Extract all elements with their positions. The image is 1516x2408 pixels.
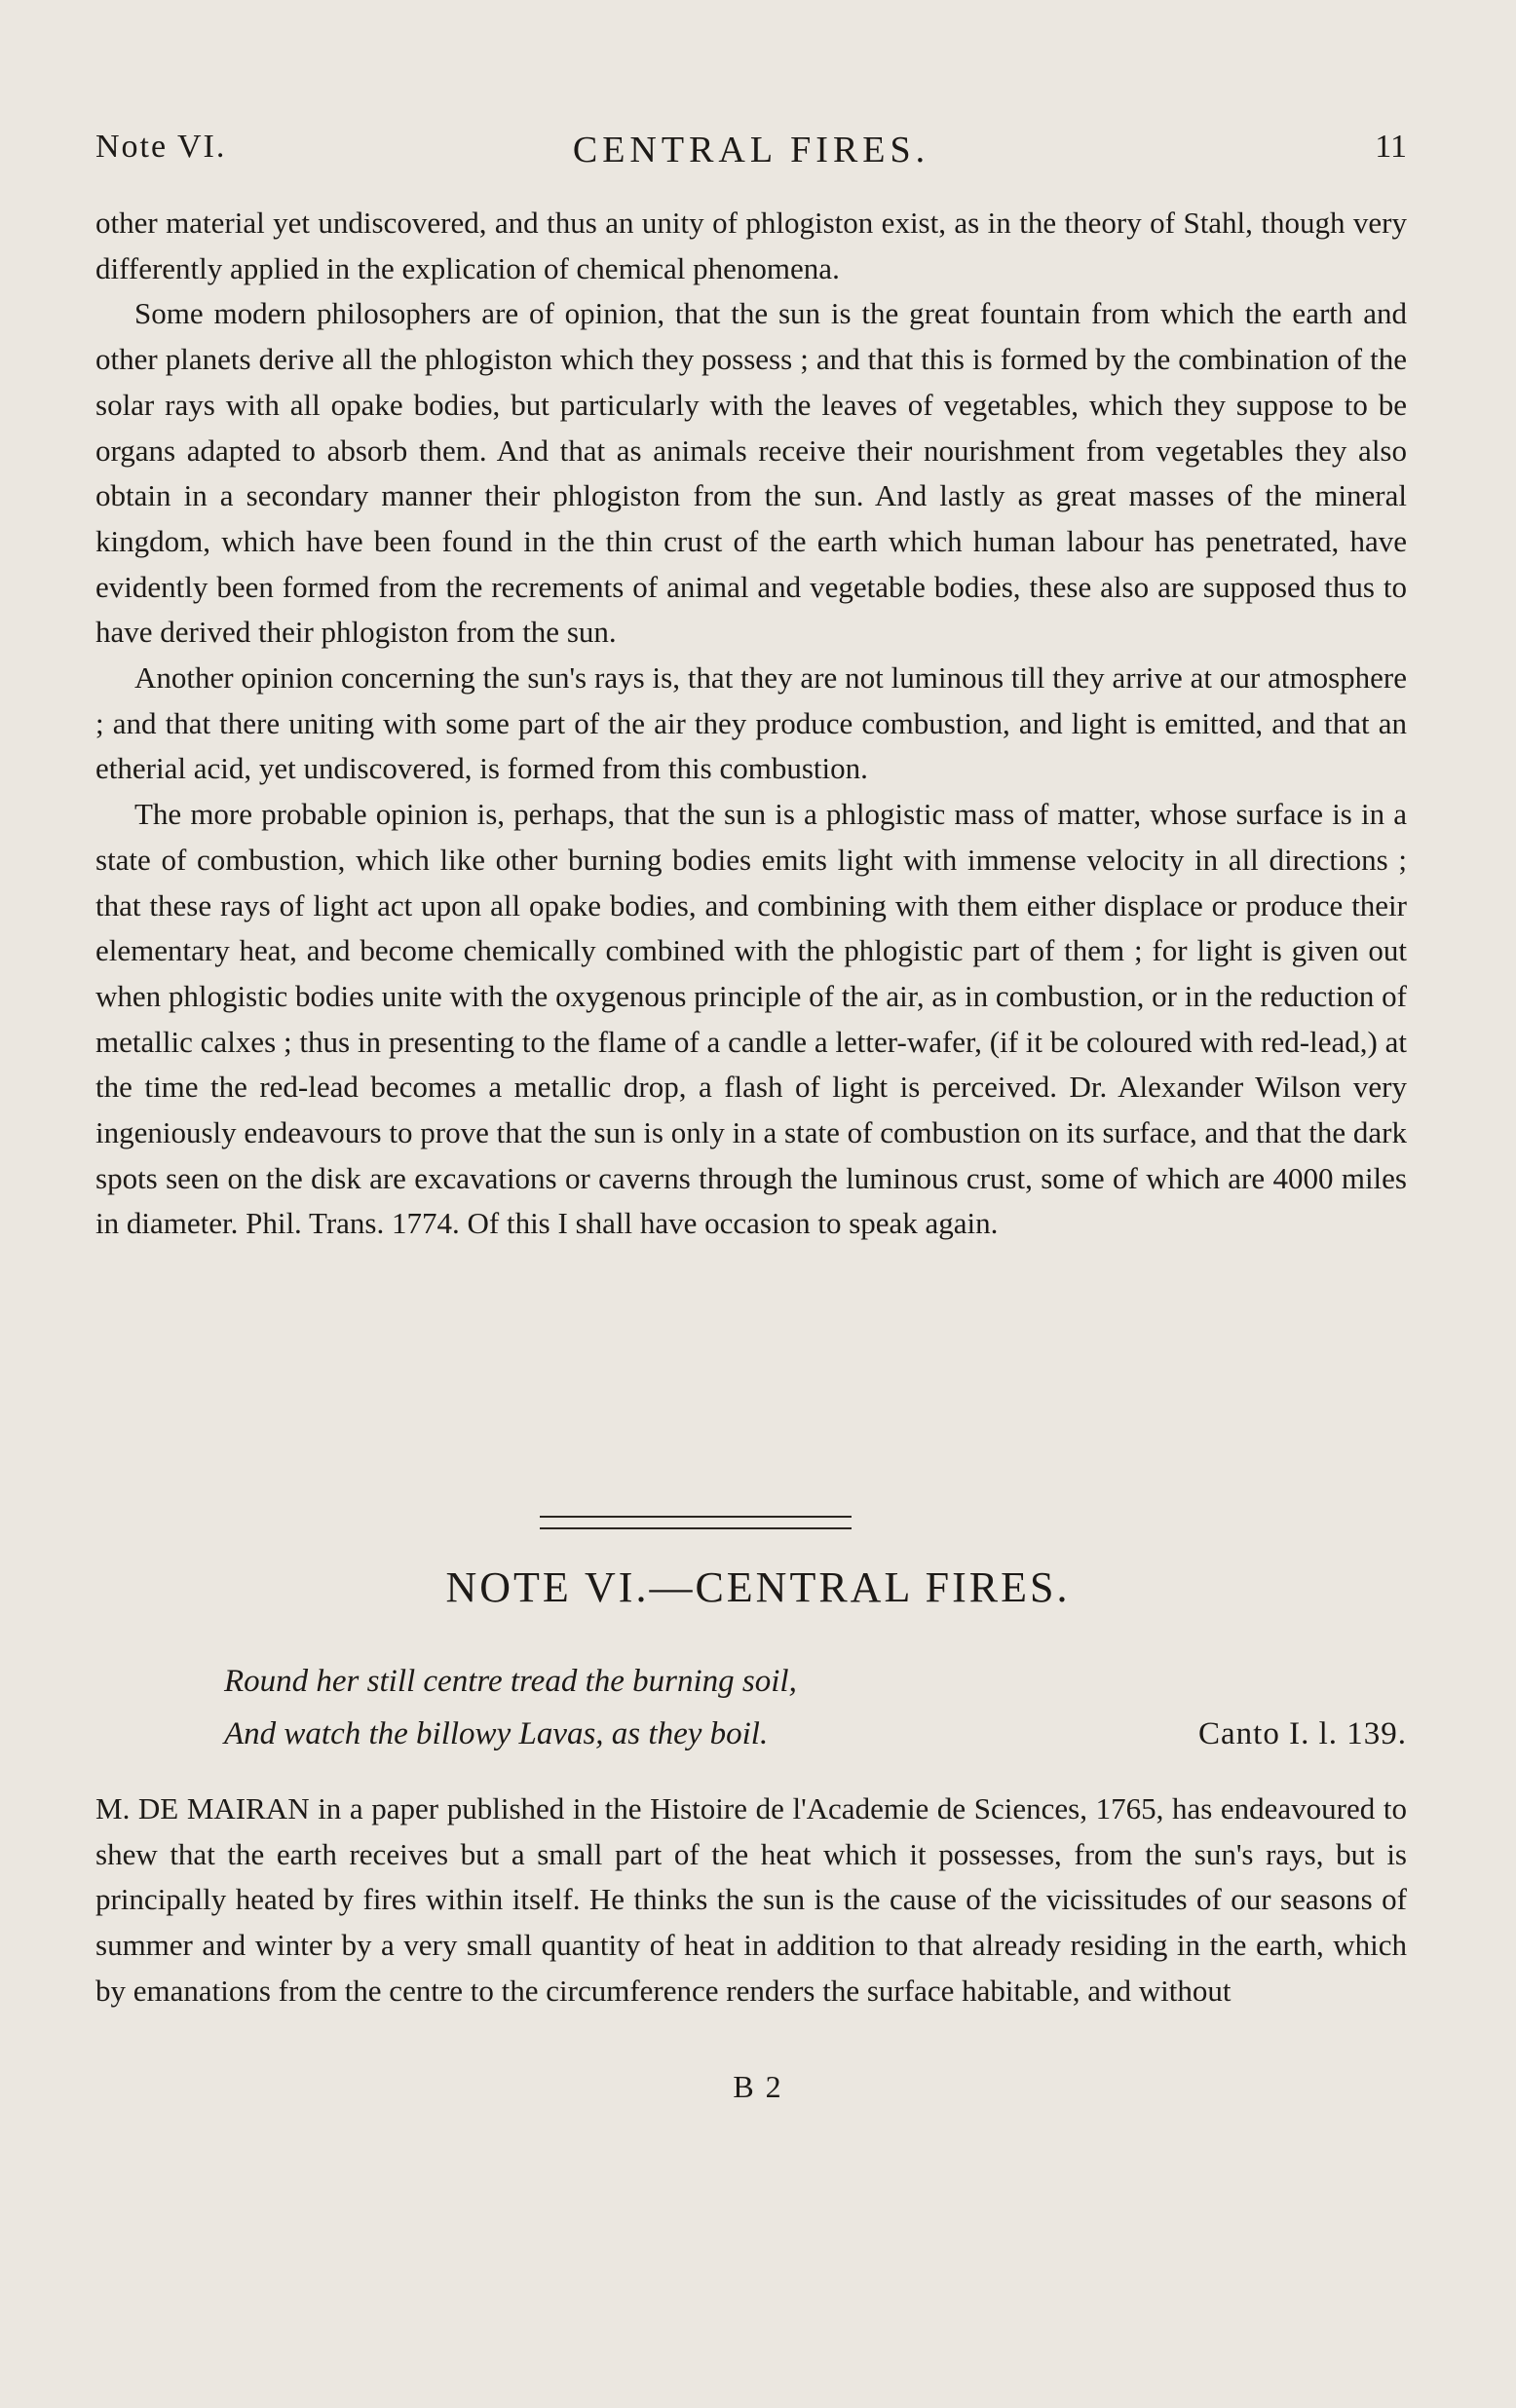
main-text: [95, 201, 1407, 1247]
paragraph: M. DE MAIRAN in a paper published in the Histoire de l'Academie de Sciences, 1765, has endeavoured to shew that the earth receives but a small part of the heat which it possesses, from the sun's rays, but is principally heated by fires within itself. He thinks the sun is the cause of the vicissitudes of our seasons of summer and winter by a very small quantity of heat in addition to that already residing in the earth, which by emanations from the centre to the circumference renders the surface habitable, and without: [95, 1791, 1407, 2008]
verse-line: Round her still centre tread the burning soil,: [224, 1664, 797, 1699]
running-header: [95, 129, 1407, 177]
signature-mark: B 2: [733, 2069, 783, 2104]
verse-line: And watch the billowy Lavas, as they boil.: [224, 1716, 769, 1751]
verse-line-with-citation: [224, 1716, 1407, 1752]
header-note-label: Note VI.: [95, 129, 227, 165]
paragraph: Some modern philosophers are of opinion, that the sun is the great fountain from which the earth and other planets derive all the phlogiston which they possess ; and that this is formed by the combination of the solar rays with all opake bodies, but particularly with the leaves of vegetables, which they suppose to be organs adapted to absorb them. And that as animals receive their nourishment from vegetables they also obtain in a secondary manner their phlogiston from the sun. And lastly as great masses of the mineral kingdom, which have been found in the thin crust of the earth which human labour has penetrated, have evidently been formed from the recrements of animal and vegetable bodies, these also are supposed thus to have derived their phlogiston from the sun.: [95, 296, 1407, 650]
canto-citation: Canto I. l. 139.: [1198, 1716, 1407, 1751]
header-title: CENTRAL FIRES.: [572, 130, 930, 170]
note-text: [95, 1787, 1407, 2014]
paragraph: Another opinion concerning the sun's rays is, that they are not luminous till they arrive at our atmosphere ; and that there uniting with some part of the air they produce combustion, and light is emitted, and that an etherial acid, yet undiscovered, is formed from this combustion.: [95, 660, 1407, 786]
note-title: NOTE VI.—CENTRAL FIRES.: [445, 1563, 1071, 1611]
paragraph: The more probable opinion is, perhaps, that the sun is a phlogistic mass of matter, whose surface is in a state of combustion, which like other burning bodies emits light with immense velocity in all directions ; that these rays of light act upon all opake bodies, and combining with them either displace or produce their elementary heat, and become chemically combined with the phlogistic part of them ; for light is given out when phlogistic bodies unite with the oxygenous principle of the air, as in combustion, or in the reduction of metallic calxes ; thus in presenting to the flame of a candle a letter-wafer, (if it be coloured with red-lead,) at the time the red-lead becomes a metallic drop, a flash of light is perceived. Dr. Alexander Wilson very ingeniously endeavours to prove that the sun is only in a state of combustion on its surface, and that the dark spots seen on the disk are excavations or caverns through the luminous crust, some of which are 4000 miles in diameter. Phil. Trans. 1774. Of this I shall have occasion to speak again.: [95, 797, 1407, 1241]
page-number: 11: [1375, 129, 1407, 165]
paragraph: other material yet undiscovered, and thus an unity of phlogiston exist, as in the theory of Stahl, though very differently applied in the explication of chemical phenomena.: [95, 206, 1407, 285]
section-divider: [540, 1516, 852, 1529]
